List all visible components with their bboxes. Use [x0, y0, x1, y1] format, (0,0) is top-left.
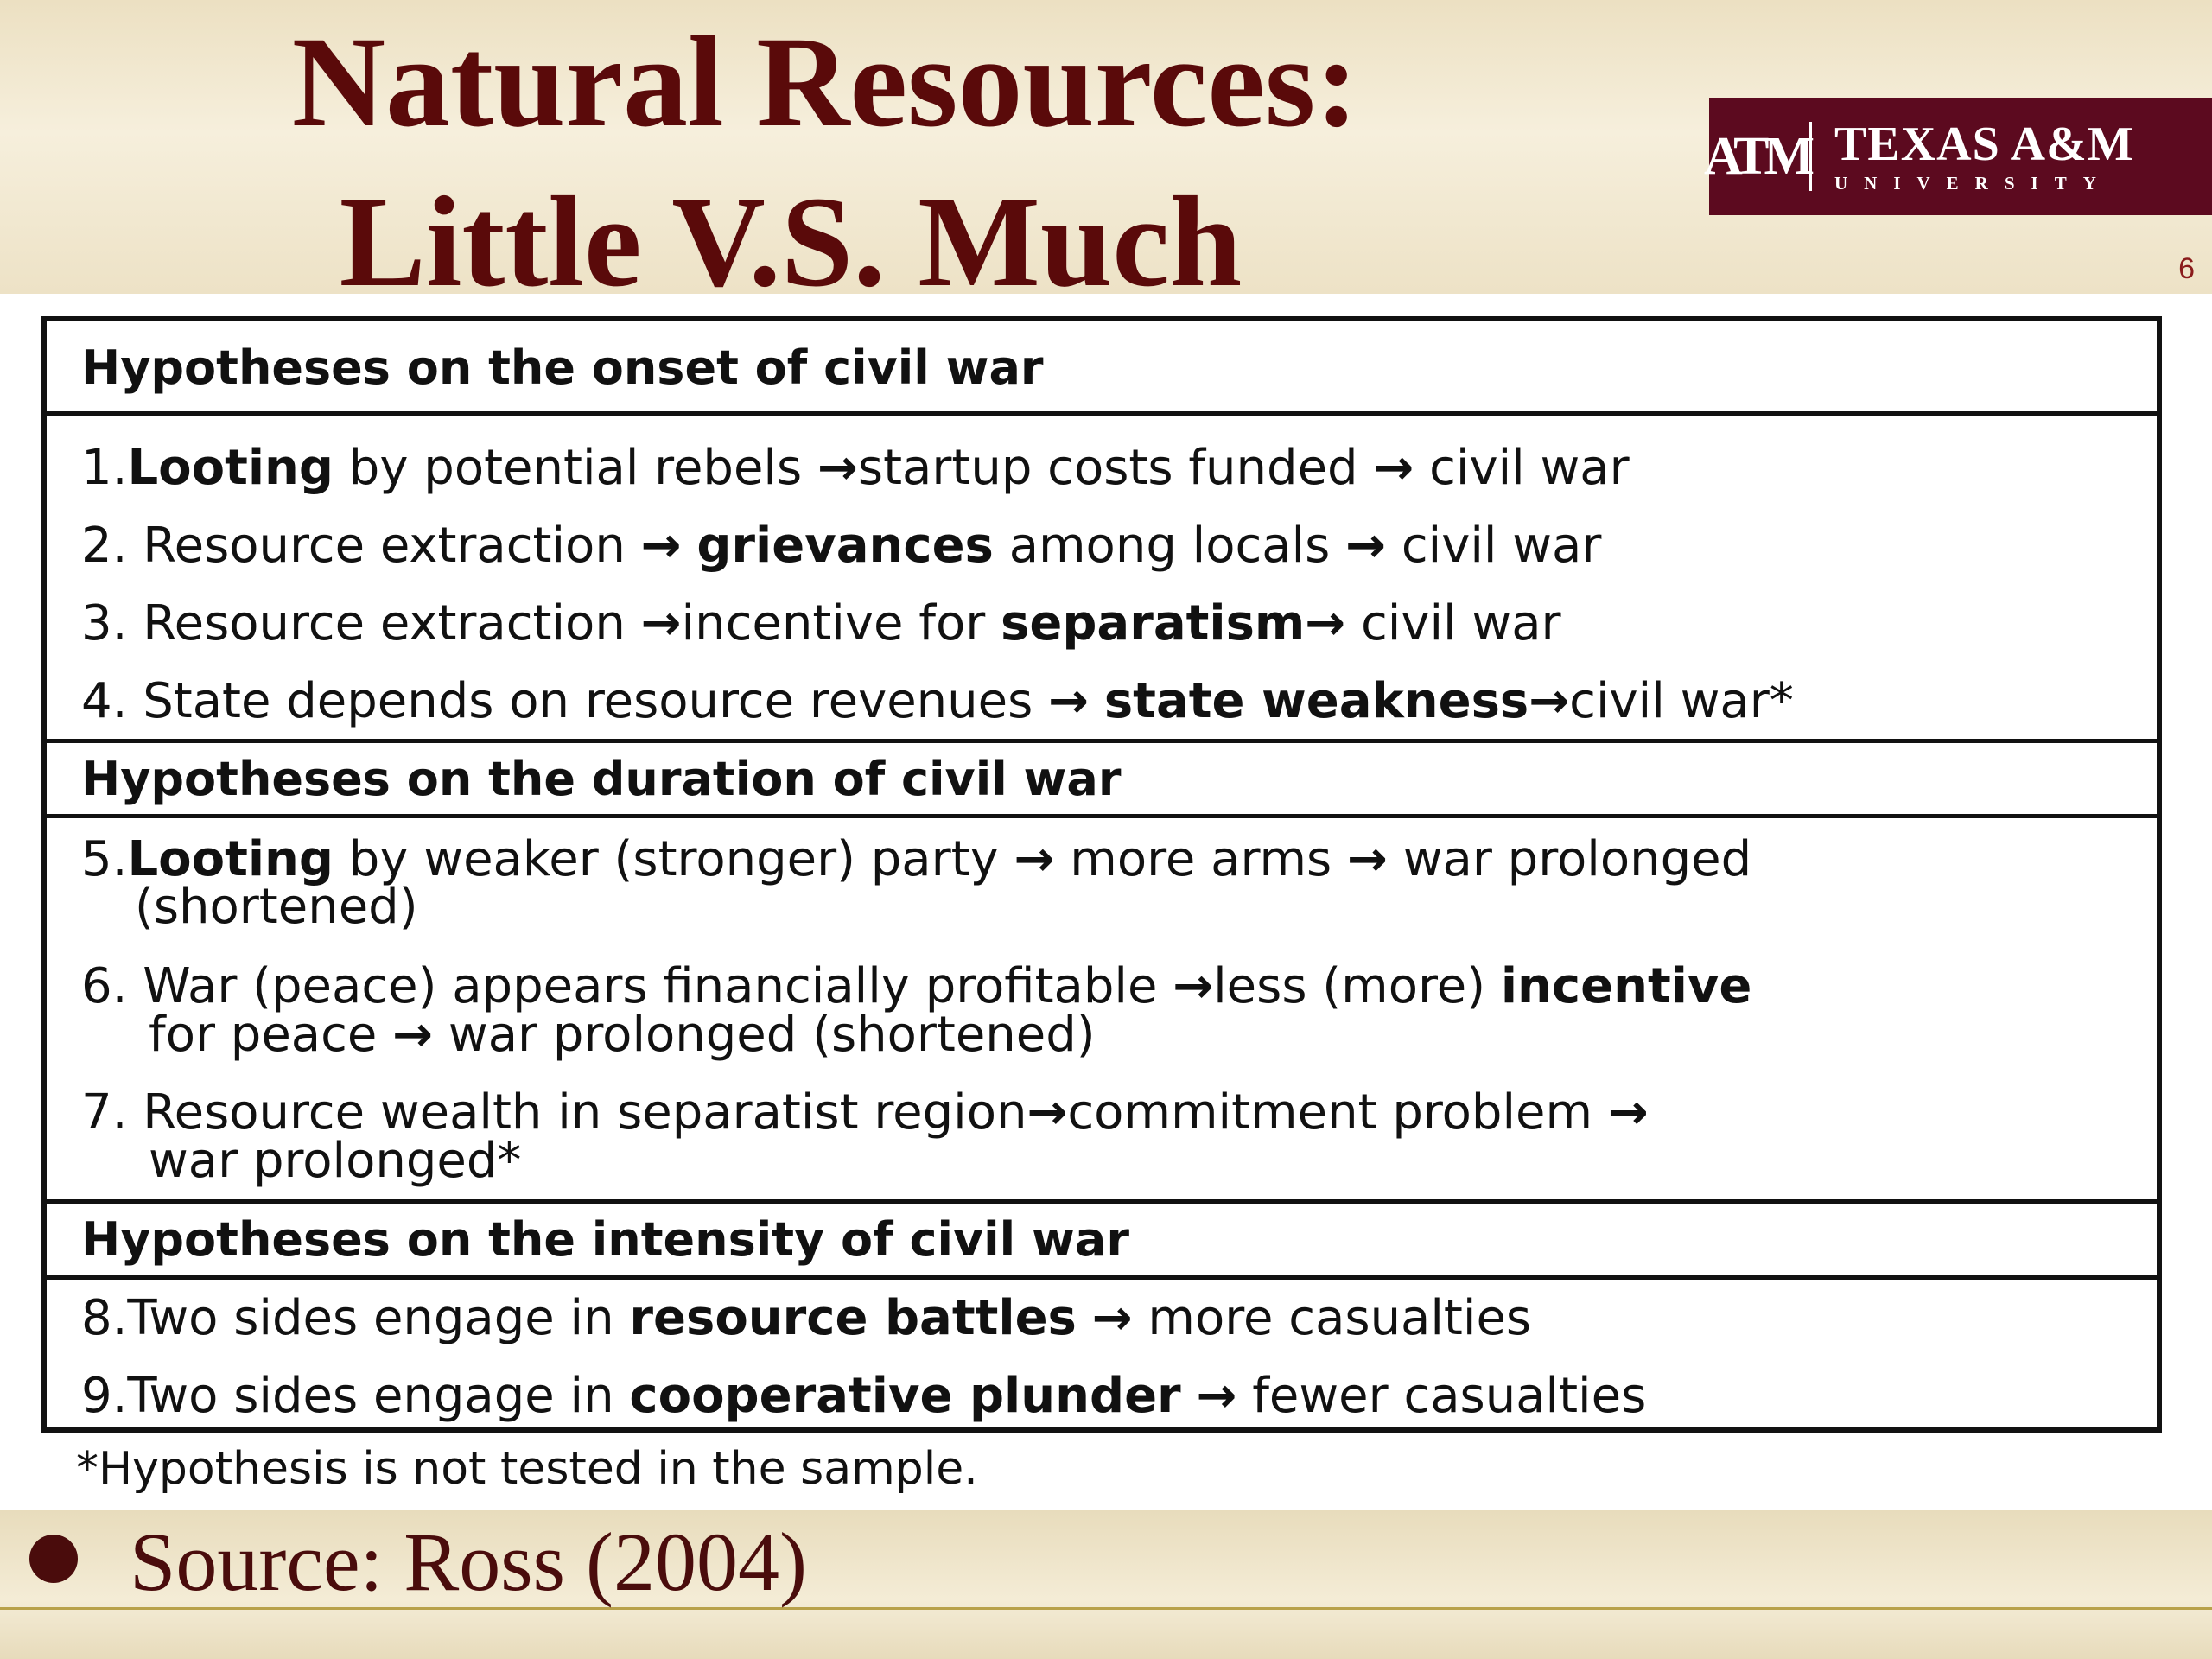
hypothesis-8 — [81, 1290, 1532, 1346]
hyp-text: less (more) — [1213, 958, 1501, 1014]
logo-divider — [1809, 122, 1812, 191]
hyp-text — [1077, 1290, 1092, 1346]
hyp-bold: state weakness — [1103, 673, 1529, 729]
hyp-text: 7. Resource wealth in separatist region — [81, 1084, 1027, 1141]
hyp-text: civil war — [1386, 518, 1602, 574]
section-rule — [47, 1275, 2157, 1280]
hyp-bold: grievances — [696, 518, 994, 574]
hyp-text: war prolonged (shortened) — [433, 1007, 1096, 1063]
footer-band — [0, 1510, 2212, 1659]
hyp-text: 3. Resource extraction — [81, 595, 641, 652]
hyp-text: more casualties — [1132, 1290, 1532, 1346]
slide-title-line1: Natural Resources: — [291, 10, 1359, 154]
right-arrow-icon: → — [1347, 831, 1388, 887]
hyp-text: fewer casualties — [1236, 1368, 1647, 1424]
section-rule — [47, 1199, 2157, 1204]
hypothesis-5 — [81, 831, 1752, 887]
hyp-text: startup costs funded — [857, 440, 1374, 496]
footnote: *Hypothesis is not tested in the sample. — [76, 1443, 978, 1495]
hyp-bold: cooperative plunder — [629, 1368, 1181, 1424]
hyp-text: commitment problem — [1067, 1084, 1608, 1141]
right-arrow-icon: → — [1529, 673, 1570, 729]
hypothesis-6 — [81, 958, 1752, 1014]
hypothesis-7 — [81, 1084, 1649, 1141]
hyp-text: by weaker (stronger) party — [333, 831, 1014, 887]
hyp-bold: separatism — [1001, 595, 1306, 652]
hyp-text: incentive for — [681, 595, 1001, 652]
page-number: 6 — [2178, 252, 2195, 285]
hypothesis-9 — [81, 1370, 1646, 1422]
hyp-num: 1. — [81, 440, 128, 496]
hypothesis-5-cont — [135, 881, 418, 933]
bullet-icon — [29, 1535, 78, 1583]
hyp-text: by potential rebels — [333, 440, 817, 496]
hypothesis-1 — [81, 442, 1630, 494]
section-header-onset: Hypotheses on the onset of civil war — [81, 340, 1044, 395]
section-header-intensity: Hypotheses on the intensity of civil war — [81, 1212, 1129, 1267]
hypothesis-2 — [81, 520, 1601, 572]
hyp-text: 9.Two sides engage in — [81, 1368, 630, 1424]
hypothesis-4 — [81, 673, 1794, 729]
section-rule — [47, 814, 2157, 818]
slide-title-line2: Little V.S. Much — [339, 170, 1243, 314]
hyp-text: war prolonged* — [149, 1133, 522, 1189]
hyp-bold: Looting — [127, 831, 334, 887]
right-arrow-icon: → — [817, 440, 858, 496]
right-arrow-icon: → — [1014, 831, 1055, 887]
logo-wordmark — [1834, 118, 2134, 194]
hyp-text: for peace — [149, 1007, 393, 1063]
hypothesis-7-cont — [149, 1135, 521, 1187]
hyp-text: war prolonged — [1387, 831, 1752, 887]
right-arrow-icon: → — [1196, 1368, 1237, 1424]
hyp-num: 5. — [81, 831, 128, 887]
hyp-text: civil war — [1345, 595, 1561, 652]
hyp-bold: Looting — [127, 440, 334, 496]
right-arrow-icon: → — [1305, 595, 1346, 652]
hyp-text: civil war — [1414, 440, 1630, 496]
right-arrow-icon: → — [1091, 1290, 1133, 1346]
hyp-bold: resource battles — [629, 1290, 1077, 1346]
right-arrow-icon: → — [1173, 958, 1214, 1014]
hyp-text: among locals — [993, 518, 1346, 574]
hyp-text — [1089, 673, 1104, 729]
atm-logo-mark: ATM — [1703, 126, 1810, 186]
hypothesis-6-cont — [149, 1009, 1096, 1061]
hypotheses-table — [41, 316, 2162, 1433]
hyp-text — [1181, 1368, 1197, 1424]
hyp-text: civil war* — [1569, 673, 1794, 729]
right-arrow-icon: → — [640, 518, 682, 574]
right-arrow-icon: → — [1373, 440, 1414, 496]
hyp-text: 8.Two sides engage in — [81, 1290, 630, 1346]
hyp-text: 6. War (peace) appears financially profitable — [81, 958, 1173, 1014]
hyp-text — [682, 518, 697, 574]
section-header-duration: Hypotheses on the duration of civil war — [81, 752, 1122, 806]
hyp-text: 4. State depends on resource revenues — [81, 673, 1049, 729]
hyp-text: (shortened) — [135, 879, 418, 935]
texas-am-logo — [1703, 98, 2212, 215]
hyp-text: more arms — [1054, 831, 1348, 887]
logo-subtitle: UNIVERSITY — [1834, 173, 2113, 194]
right-arrow-icon: → — [1345, 518, 1387, 574]
right-arrow-icon: → — [1607, 1084, 1649, 1141]
hyp-text: 2. Resource extraction — [81, 518, 641, 574]
hyp-bold: incentive — [1500, 958, 1752, 1014]
right-arrow-icon: → — [1027, 1084, 1068, 1141]
section-rule — [47, 739, 2157, 743]
section-rule — [47, 411, 2157, 416]
right-arrow-icon: → — [392, 1007, 434, 1063]
right-arrow-icon: → — [1048, 673, 1090, 729]
source-citation: Source: Ross (2004) — [130, 1516, 807, 1608]
hypothesis-3 — [81, 595, 1561, 652]
right-arrow-icon: → — [640, 595, 682, 652]
logo-name: TEXAS A&M — [1834, 118, 2134, 171]
